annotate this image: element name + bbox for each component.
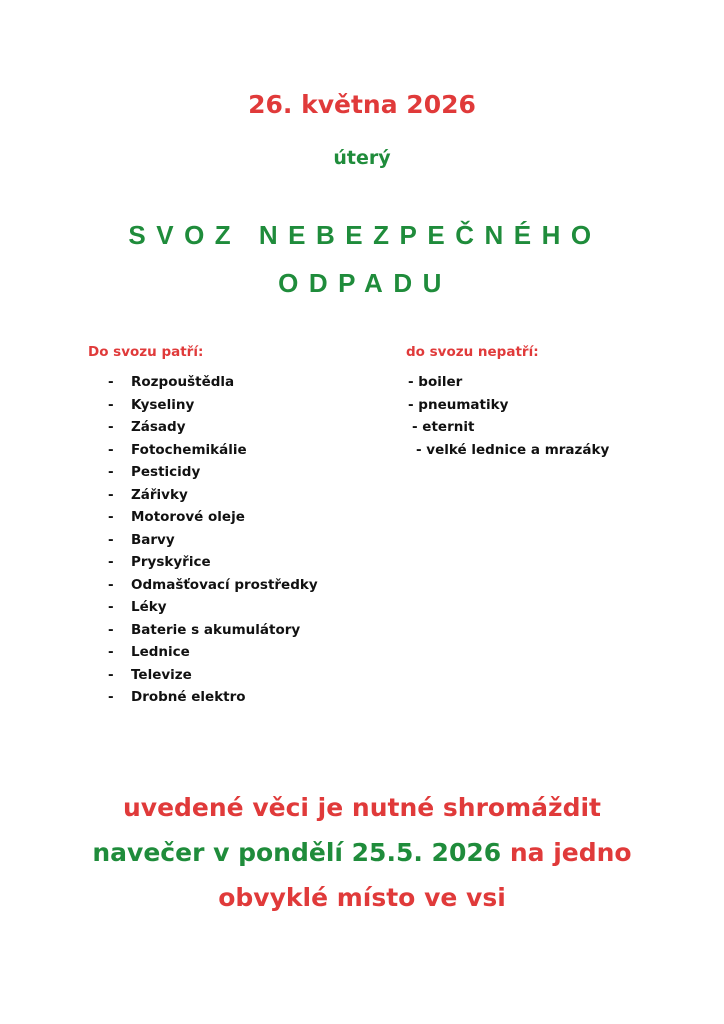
footer-date-text: navečer v pondělí 25.5. 2026 — [92, 838, 502, 867]
footer-line-3: obvyklé místo ve vsi — [218, 883, 506, 912]
list-item: - eternit — [412, 419, 475, 435]
list-item: - boiler — [408, 374, 463, 390]
footer-line-1: uvedené věci je nutné shromáždit — [122, 793, 601, 822]
not-belongs-list — [408, 374, 609, 464]
list-item: - pneumatiky — [408, 396, 509, 413]
collection-weekday: úterý — [333, 147, 391, 169]
heading-line-1: SVOZ NEBEZPEČNÉHO — [128, 220, 602, 250]
footer-line-2 — [0, 838, 724, 867]
belongs-title: Do svozu patří: — [88, 344, 204, 360]
footer-place-text: na jedno — [501, 838, 632, 867]
heading-line-2: ODPADU — [278, 268, 452, 298]
collection-date: 26. května 2026 — [248, 90, 476, 119]
not-belongs-title: do svozu nepatří: — [406, 344, 539, 360]
list-item: - velké lednice a mrazáky — [416, 441, 610, 458]
